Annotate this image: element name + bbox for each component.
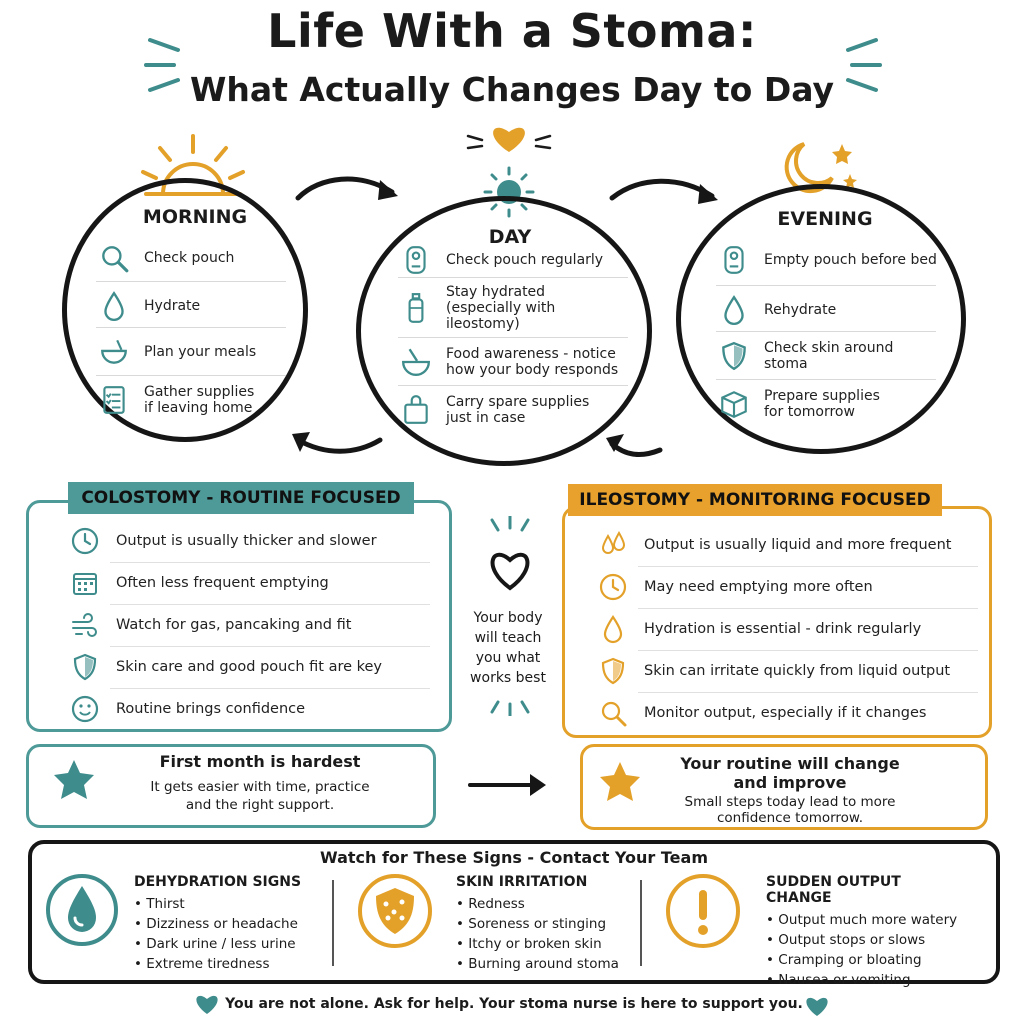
smiley-icon	[70, 694, 100, 724]
morning-item	[96, 288, 296, 324]
center-note: Your body will teach you what works best	[470, 610, 546, 686]
water-drop-icon	[716, 292, 752, 328]
colostomy-item	[70, 526, 430, 556]
evening-item-label: Rehydrate	[764, 302, 837, 318]
colostomy-item	[70, 652, 430, 682]
sign-item: • Burning around stoma	[456, 954, 656, 974]
divider	[110, 562, 430, 563]
colostomy-item	[70, 610, 430, 640]
magnifier-icon	[96, 240, 132, 276]
bag-icon	[398, 392, 434, 428]
shield-icon	[356, 872, 434, 950]
divider	[716, 379, 936, 380]
first-month-text: It gets easier with time, practice and the right support.	[150, 779, 370, 813]
ileostomy-item-label: Monitor output, especially if it changes	[644, 705, 927, 721]
evening-item-label: Empty pouch before bed	[764, 252, 937, 268]
page-title: Life With a Stoma:	[267, 4, 757, 58]
morning-item	[96, 240, 296, 276]
footer-heart-right-icon	[804, 994, 830, 1018]
sign-item: • Output stops or slows	[766, 930, 966, 950]
divider	[716, 285, 936, 286]
divider	[96, 327, 286, 328]
calendar-icon	[70, 568, 100, 598]
sign-item: • Thirst	[134, 894, 334, 914]
evening-item-label: Prepare supplies for tomorrow	[764, 388, 880, 420]
first-month-title: First month is hardest	[159, 752, 361, 771]
colostomy-item-label: Skin care and good pouch fit are key	[116, 659, 383, 675]
ileostomy-item	[598, 698, 978, 728]
sign-group	[766, 874, 966, 990]
ileostomy-item	[598, 530, 978, 560]
sign-group-title: DEHYDRATION SIGNS	[134, 874, 302, 890]
day-item-label: Food awareness - notice how your body responds	[446, 346, 619, 378]
day-item-label: Stay hydrated (especially with ileostomy)	[446, 284, 556, 332]
ileostomy-banner: ILEOSTOMY - MONITORING FOCUSED	[568, 484, 942, 516]
sign-item: • Output much more watery	[766, 910, 966, 930]
sign-item: • Nausea or vomiting	[766, 970, 966, 990]
sign-item: • Dark urine / less urine	[134, 934, 334, 954]
colostomy-item-label: Routine brings confidence	[116, 701, 306, 717]
day-item	[398, 344, 638, 380]
routine-change-title: Your routine will change and improve	[680, 754, 900, 792]
divider	[110, 688, 430, 689]
pouch-icon	[716, 242, 752, 278]
morning-item-label: Plan your meals	[144, 344, 257, 360]
drops-icon	[598, 530, 628, 560]
ileostomy-item-label: May need emptying more often	[644, 579, 873, 595]
colostomy-banner: COLOSTOMY - ROUTINE FOCUSED	[68, 482, 414, 514]
divider	[716, 331, 936, 332]
sign-item: • Redness	[456, 894, 656, 914]
sign-group	[134, 874, 334, 974]
clock-icon	[70, 526, 100, 556]
divider	[398, 277, 628, 278]
divider	[398, 385, 628, 386]
evening-item	[716, 292, 946, 328]
exclamation-icon	[664, 872, 742, 950]
colostomy-item-label: Watch for gas, pancaking and fit	[116, 617, 352, 633]
colostomy-item-label: Often less frequent emptying	[116, 575, 329, 591]
divider	[398, 337, 628, 338]
evening-title: EVENING	[777, 208, 873, 230]
sign-group	[456, 874, 656, 974]
day-item-label: Check pouch regularly	[446, 252, 604, 268]
mixing-bowl-icon	[398, 344, 434, 380]
ileostomy-item-label: Hydration is essential - drink regularly	[644, 621, 922, 637]
divider	[638, 692, 978, 693]
day-item	[398, 242, 638, 278]
morning-item-label: Hydrate	[144, 298, 201, 314]
sign-item: • Cramping or bloating	[766, 950, 966, 970]
ileostomy-item	[598, 614, 978, 644]
footer-text: You are not alone. Ask for help. Your stoma nurse is here to support you.	[225, 996, 803, 1012]
day-item	[398, 284, 638, 332]
divider	[110, 604, 430, 605]
ileostomy-item	[598, 572, 978, 602]
colostomy-item-label: Output is usually thicker and slower	[116, 533, 377, 549]
box-icon	[716, 386, 752, 422]
pouch-icon	[398, 242, 434, 278]
star-orange-icon	[598, 760, 642, 802]
shield-icon	[716, 338, 752, 374]
signs-title: Watch for These Signs - Contact Your Team	[320, 848, 708, 867]
water-drop-icon	[598, 614, 628, 644]
checklist-icon	[96, 382, 132, 418]
page-subtitle: What Actually Changes Day to Day	[189, 70, 835, 109]
morning-item	[96, 334, 296, 370]
morning-title: MORNING	[142, 206, 248, 228]
divider	[110, 646, 430, 647]
evening-item	[716, 338, 946, 374]
water-drop-icon	[96, 288, 132, 324]
colostomy-item	[70, 694, 430, 724]
evening-item	[716, 386, 946, 422]
wind-icon	[70, 610, 100, 640]
morning-item-label: Check pouch	[144, 250, 235, 266]
evening-item-label: Check skin around stoma	[764, 340, 894, 372]
day-item	[398, 392, 638, 428]
star-icon	[52, 758, 96, 800]
divider	[96, 375, 286, 376]
ileostomy-item-label: Skin can irritate quickly from liquid output	[644, 663, 951, 679]
footer-heart-left-icon	[194, 992, 220, 1016]
morning-item	[96, 382, 296, 418]
day-title: DAY	[488, 226, 532, 248]
divider	[638, 566, 978, 567]
shield-icon	[70, 652, 100, 682]
divider	[96, 281, 286, 282]
sign-item: • Soreness or stinging	[456, 914, 656, 934]
colostomy-item	[70, 568, 430, 598]
divider	[638, 650, 978, 651]
clock-icon	[598, 572, 628, 602]
water-drop-icon	[44, 872, 120, 948]
routine-change-text: Small steps today lead to more confidence tomorrow.	[684, 794, 896, 826]
evening-item	[716, 242, 946, 278]
arrow-right-icon	[466, 770, 550, 800]
day-item-label: Carry spare supplies just in case	[446, 394, 590, 426]
sign-item: • Dizziness or headache	[134, 914, 334, 934]
ileostomy-item	[598, 656, 978, 686]
morning-item-label: Gather supplies if leaving home	[144, 384, 255, 416]
water-bottle-icon	[398, 290, 434, 326]
ileostomy-item-label: Output is usually liquid and more frequent	[644, 537, 952, 553]
sign-item: • Extreme tiredness	[134, 954, 334, 974]
shield-icon	[598, 656, 628, 686]
bowl-icon	[96, 334, 132, 370]
divider	[638, 608, 978, 609]
sign-item: • Itchy or broken skin	[456, 934, 656, 954]
sign-group-title: SKIN IRRITATION	[456, 874, 588, 890]
magnifier-icon	[598, 698, 628, 728]
sign-group-title: SUDDEN OUTPUT CHANGE	[766, 874, 901, 906]
